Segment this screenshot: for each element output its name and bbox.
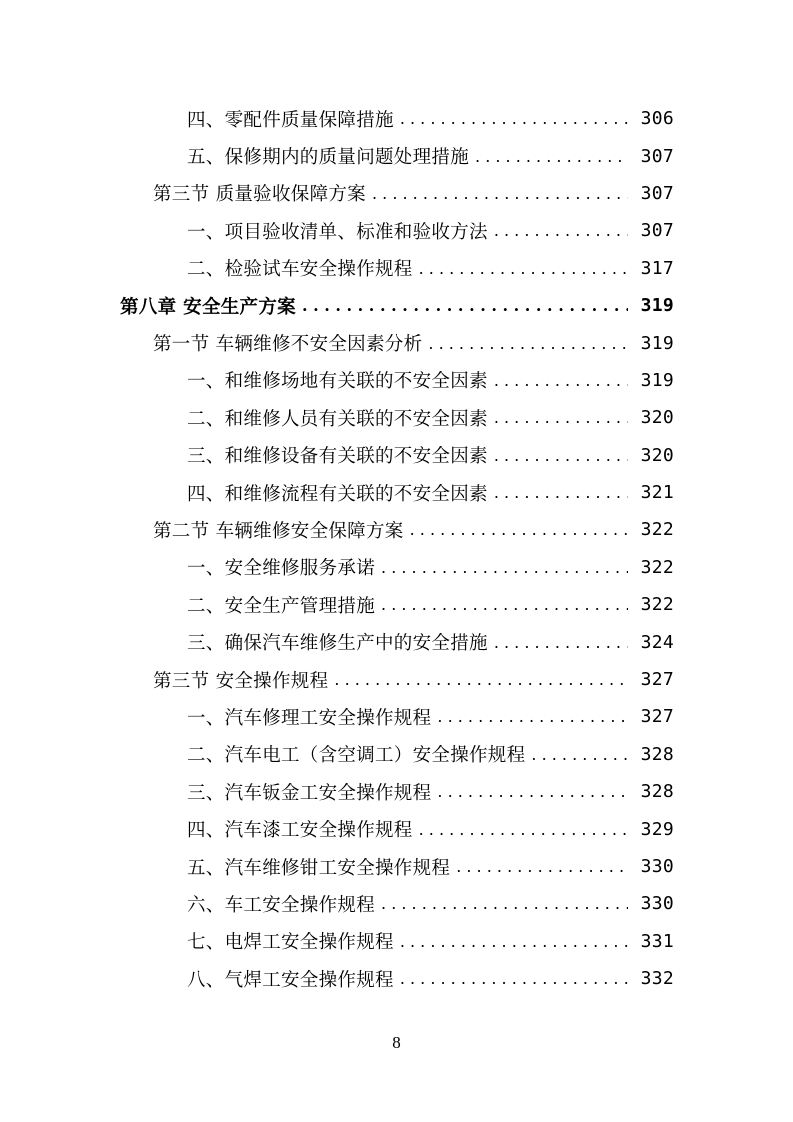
- toc-entry-page: 328: [640, 743, 674, 765]
- toc-dot-leader: [410, 520, 628, 539]
- table-of-contents: [0, 100, 793, 997]
- toc-entry-page: 322: [640, 519, 674, 541]
- toc-dot-leader: [437, 707, 628, 726]
- toc-entry-page: 328: [640, 781, 674, 803]
- toc-entry-page: 330: [640, 856, 674, 877]
- toc-entry-title: 四、汽车漆工安全操作规程: [187, 820, 413, 842]
- toc-dot-leader: [428, 334, 628, 353]
- toc-entry-title: 三、确保汽车维修生产中的安全措施: [187, 633, 488, 655]
- toc-dot-leader: [494, 633, 628, 652]
- toc-dot-leader: [531, 745, 628, 764]
- toc-entry-title: 二、汽车电工（含空调工）安全操作规程: [187, 745, 526, 767]
- toc-entry-page: 332: [640, 968, 674, 990]
- toc-entry-section[interactable]: [0, 175, 793, 212]
- toc-entry-title: 五、汽车维修钳工安全操作规程: [187, 857, 451, 879]
- toc-dot-leader: [419, 259, 628, 278]
- toc-dot-leader: [302, 296, 628, 315]
- toc-dot-leader: [400, 932, 628, 951]
- toc-entry-title: 第八章 安全生产方案: [120, 296, 296, 318]
- toc-entry-title: 一、项目验收清单、标准和验收方法: [187, 221, 488, 243]
- toc-entry-item[interactable]: [0, 773, 793, 810]
- toc-entry-title: 五、保修期内的质量问题处理措施: [187, 147, 470, 169]
- toc-entry-item[interactable]: [0, 250, 793, 287]
- toc-dot-leader: [381, 558, 628, 577]
- toc-entry-item[interactable]: [0, 923, 793, 960]
- toc-entry-item[interactable]: [0, 885, 793, 922]
- toc-dot-leader: [372, 184, 628, 203]
- toc-dot-leader: [494, 408, 628, 427]
- toc-dot-leader: [456, 857, 628, 876]
- toc-entry-title: 八、气焊工安全操作规程: [187, 969, 394, 991]
- toc-entry-section[interactable]: [0, 661, 793, 698]
- toc-entry-item[interactable]: [0, 362, 793, 399]
- toc-entry-chapter[interactable]: [0, 287, 793, 324]
- toc-entry-title: 三、和维修设备有关联的不安全因素: [187, 446, 488, 468]
- toc-entry-item[interactable]: [0, 623, 793, 660]
- toc-dot-leader: [494, 371, 628, 390]
- toc-entry-section[interactable]: [0, 324, 793, 361]
- toc-entry-item[interactable]: [0, 698, 793, 735]
- toc-dot-leader: [437, 782, 628, 801]
- toc-entry-item[interactable]: [0, 736, 793, 773]
- toc-entry-page: 322: [640, 594, 674, 616]
- toc-entry-item[interactable]: [0, 474, 793, 511]
- toc-entry-title: 第三节 质量验收保障方案: [153, 184, 366, 206]
- toc-entry-item[interactable]: [0, 437, 793, 474]
- toc-dot-leader: [419, 820, 628, 839]
- toc-dot-leader: [494, 446, 628, 465]
- toc-entry-title: 二、安全生产管理措施: [187, 595, 376, 617]
- page-number: 8: [392, 1033, 401, 1052]
- toc-entry-title: 一、安全维修服务承诺: [187, 558, 376, 580]
- toc-dot-leader: [400, 969, 628, 988]
- toc-entry-page: 320: [640, 444, 674, 466]
- toc-entry-page: 307: [640, 182, 674, 204]
- toc-entry-page: 320: [640, 407, 674, 429]
- toc-dot-leader: [381, 595, 628, 614]
- toc-entry-title: 一、汽车修理工安全操作规程: [187, 707, 432, 729]
- toc-entry-item[interactable]: [0, 848, 793, 885]
- toc-entry-item[interactable]: [0, 586, 793, 623]
- toc-dot-leader: [334, 670, 628, 689]
- toc-dot-leader: [400, 109, 628, 128]
- toc-entry-page: 317: [640, 257, 674, 279]
- toc-entry-page: 306: [640, 108, 674, 130]
- toc-entry-title: 二、检验试车安全操作规程: [187, 259, 413, 281]
- toc-entry-title: 三、汽车钣金工安全操作规程: [187, 782, 432, 804]
- toc-entry-item[interactable]: [0, 960, 793, 997]
- toc-entry-page: 324: [640, 631, 674, 653]
- toc-entry-title: 第二节 车辆维修安全保障方案: [153, 520, 404, 542]
- toc-entry-title: 第一节 车辆维修不安全因素分析: [153, 334, 423, 356]
- toc-entry-title: 一、和维修场地有关联的不安全因素: [187, 371, 488, 393]
- toc-entry-page: 331: [640, 930, 674, 952]
- toc-entry-item[interactable]: [0, 137, 793, 174]
- toc-entry-page: 327: [640, 706, 674, 728]
- toc-entry-page: 319: [640, 369, 674, 391]
- toc-dot-leader: [475, 147, 628, 166]
- toc-entry-page: 322: [640, 556, 674, 578]
- toc-entry-item[interactable]: [0, 549, 793, 586]
- toc-dot-leader: [494, 221, 628, 240]
- toc-entry-title: 二、和维修人员有关联的不安全因素: [187, 408, 488, 430]
- toc-entry-page: 307: [640, 145, 674, 167]
- toc-entry-page: 330: [640, 893, 674, 915]
- toc-entry-page: 329: [640, 818, 674, 840]
- toc-entry-item[interactable]: [0, 399, 793, 436]
- toc-dot-leader: [494, 483, 628, 502]
- toc-entry-item[interactable]: [0, 212, 793, 249]
- toc-dot-leader: [381, 894, 628, 913]
- toc-entry-title: 七、电焊工安全操作规程: [187, 932, 394, 954]
- toc-entry-page: 307: [640, 220, 674, 242]
- toc-entry-title: 六、车工安全操作规程: [187, 894, 376, 916]
- toc-entry-page: 321: [640, 482, 674, 504]
- toc-entry-title: 四、零配件质量保障措施: [187, 109, 394, 131]
- toc-entry-page: 319: [640, 332, 674, 354]
- toc-entry-item[interactable]: [0, 810, 793, 847]
- toc-entry-page: 319: [640, 295, 674, 317]
- toc-entry-page: 327: [640, 669, 674, 691]
- toc-entry-title: 第三节 安全操作规程: [153, 670, 329, 692]
- toc-entry-item[interactable]: [0, 100, 793, 137]
- toc-entry-title: 四、和维修流程有关联的不安全因素: [187, 483, 488, 505]
- toc-entry-section[interactable]: [0, 511, 793, 548]
